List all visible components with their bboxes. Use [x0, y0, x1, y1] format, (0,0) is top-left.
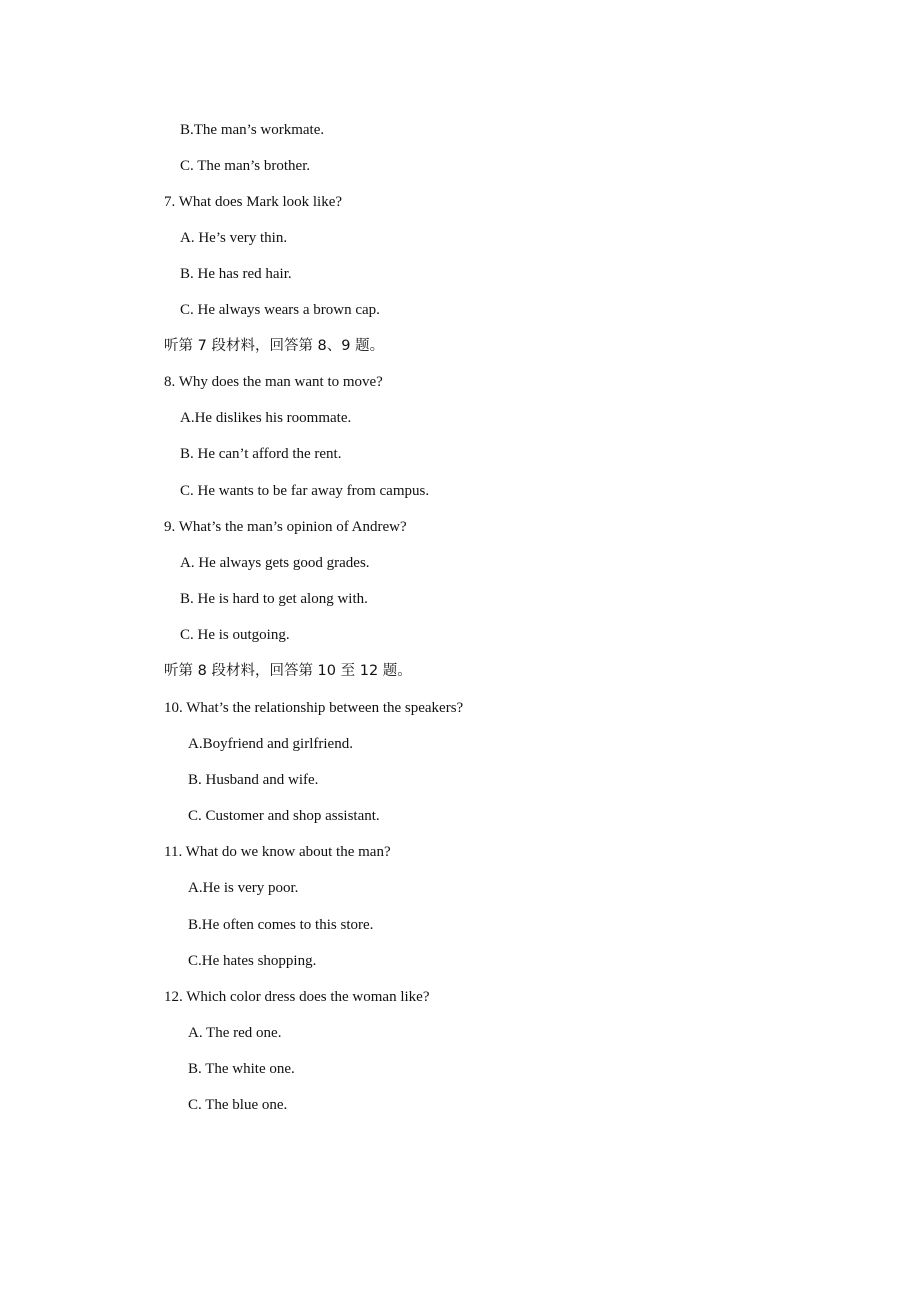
q9-question: 9. What’s the man’s opinion of Andrew? — [164, 519, 407, 535]
q7-option-b: B. He has red hair. — [180, 266, 292, 282]
q8-question: 8. Why does the man want to move? — [164, 374, 383, 390]
q9-option-c: C. He is outgoing. — [180, 627, 290, 643]
q8-option-b: B. He can’t afford the rent. — [180, 446, 342, 462]
q6-option-c: C. The man’s brother. — [180, 158, 311, 174]
q9-option-b: B. He is hard to get along with. — [180, 591, 368, 607]
q6-option-b: B.The man’s workmate. — [180, 122, 325, 138]
q7-question: 7. What does Mark look like? — [164, 194, 343, 210]
q8-option-a: A.He dislikes his roommate. — [180, 410, 352, 426]
q10-option-b: B. Husband and wife. — [188, 772, 319, 788]
q7-option-a: A. He’s very thin. — [180, 230, 288, 246]
q12-option-a: A. The red one. — [188, 1025, 282, 1041]
q12-question: 12. Which color dress does the woman like? — [164, 989, 430, 1005]
q12-option-c: C. The blue one. — [188, 1097, 288, 1113]
q10-option-a: A.Boyfriend and girlfriend. — [188, 736, 353, 752]
q10-option-c: C. Customer and shop assistant. — [188, 808, 380, 824]
q11-option-c: C.He hates shopping. — [188, 953, 317, 969]
q8-option-c: C. He wants to be far away from campus. — [180, 483, 430, 499]
q12-option-b: B. The white one. — [188, 1061, 295, 1077]
q11-option-b: B.He often comes to this store. — [188, 917, 374, 933]
section-7-heading: 听第 7 段材料，回答第 8、9 题。 — [164, 338, 385, 354]
q9-option-a: A. He always gets good grades. — [180, 555, 370, 571]
q11-option-a: A.He is very poor. — [188, 880, 299, 896]
section-8-heading: 听第 8 段材料，回答第 10 至 12 题。 — [164, 663, 412, 679]
q11-question: 11. What do we know about the man? — [164, 844, 391, 860]
q7-option-c: C. He always wears a brown cap. — [180, 302, 380, 318]
q10-question: 10. What’s the relationship between the speakers? — [164, 700, 464, 716]
